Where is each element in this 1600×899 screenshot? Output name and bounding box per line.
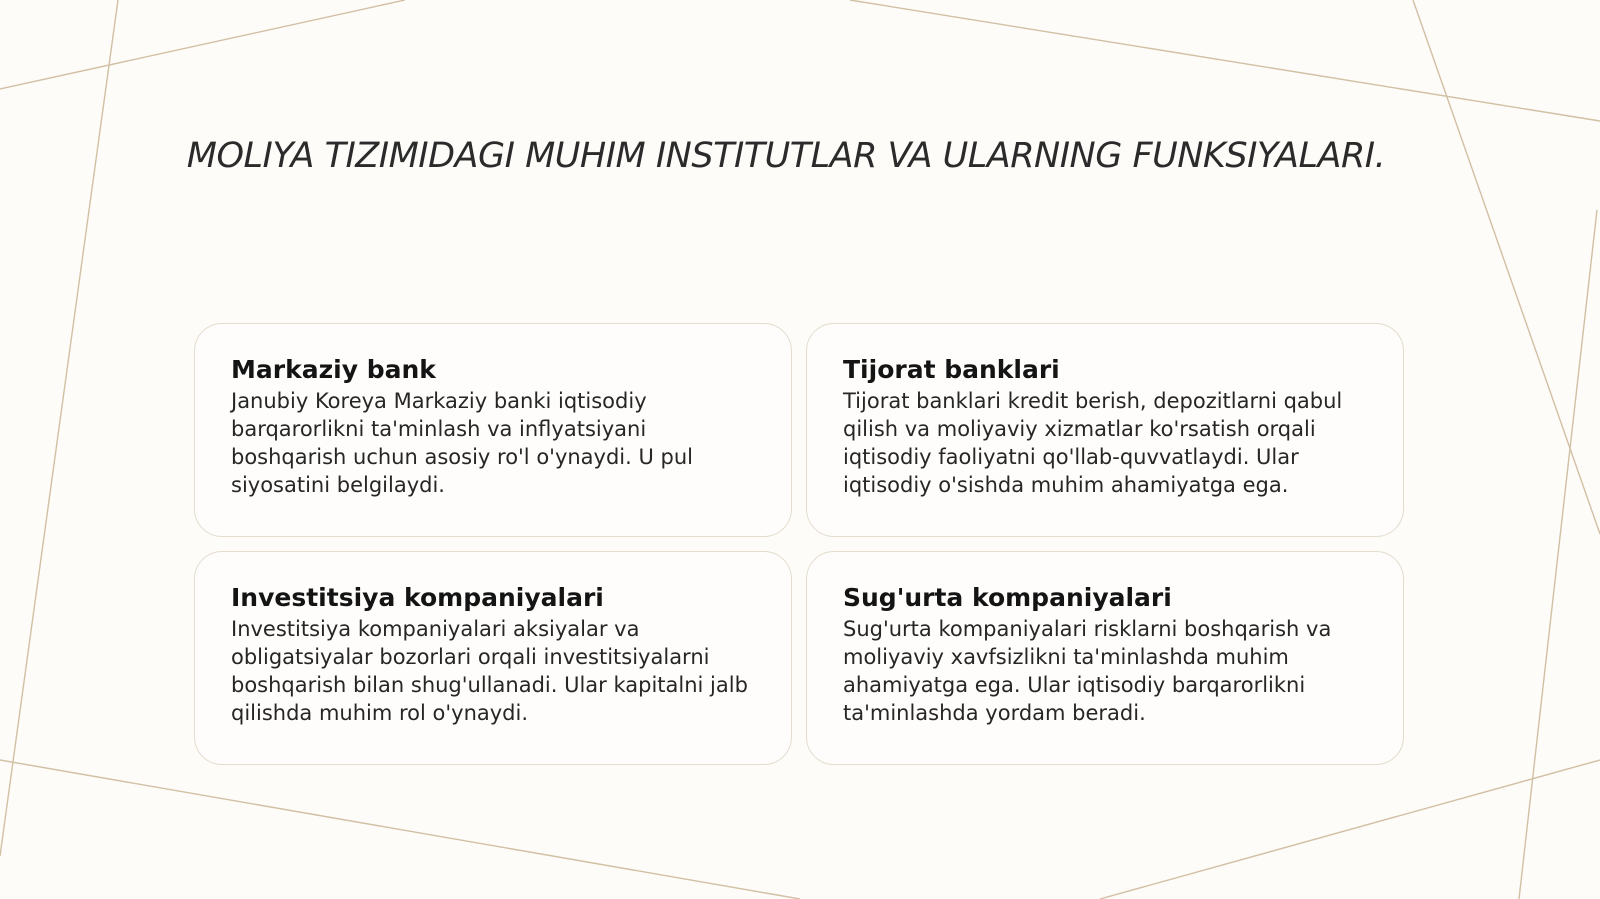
card-title: Tijorat banklari: [843, 355, 1060, 384]
decorative-line: [1519, 210, 1597, 899]
decorative-line: [1100, 760, 1600, 899]
card-investitsiya-kompaniyalari: [194, 551, 792, 765]
card-body: Janubiy Koreya Markaziy banki iqtisodiy barqarorlikni ta'minlash va inflyatsiyani boshqarish uchun asosiy ro'l o'ynaydi. U pul siyosatini belgilaydi.: [231, 389, 694, 497]
decorative-line: [0, 760, 800, 899]
decorative-line: [850, 0, 1600, 121]
card-tijorat-banklari: [806, 323, 1404, 537]
card-markaziy-bank: [194, 323, 792, 537]
card-title: Markaziy bank: [231, 355, 436, 384]
card-body: Investitsiya kompaniyalari aksiyalar va obligatsiyalar bozorlari orqali investitsiyalarni boshqarish bilan shug'ullanadi. Ular kapitalni jalb qilishda muhim rol o'ynaydi.: [231, 617, 748, 725]
slide-title: MOLIYA TIZIMIDAGI MUHIM INSTITUTLAR VA ULARNING FUNKSIYALARI.: [186, 136, 1386, 176]
card-sugurta-kompaniyalari: [806, 551, 1404, 765]
card-body: Tijorat banklari kredit berish, depozitlarni qabul qilish va moliyaviy xizmatlar ko'rsatish orqali iqtisodiy faoliyatni qo'llab-quvvatlaydi. Ular iqtisodiy o'sishda muhim ahamiyatga ega.: [843, 389, 1343, 497]
card-body: Sug'urta kompaniyalari risklarni boshqarish va moliyaviy xavfsizlikni ta'minlashda muhim ahamiyatga ega. Ular iqtisodiy barqarorlikni ta'minlashda yordam beradi.: [843, 617, 1332, 725]
card-title: Sug'urta kompaniyalari: [843, 583, 1172, 612]
decorative-line: [0, 0, 405, 89]
decorative-line: [0, 0, 118, 856]
card-title: Investitsiya kompaniyalari: [231, 583, 604, 612]
decorative-line: [1413, 0, 1600, 534]
